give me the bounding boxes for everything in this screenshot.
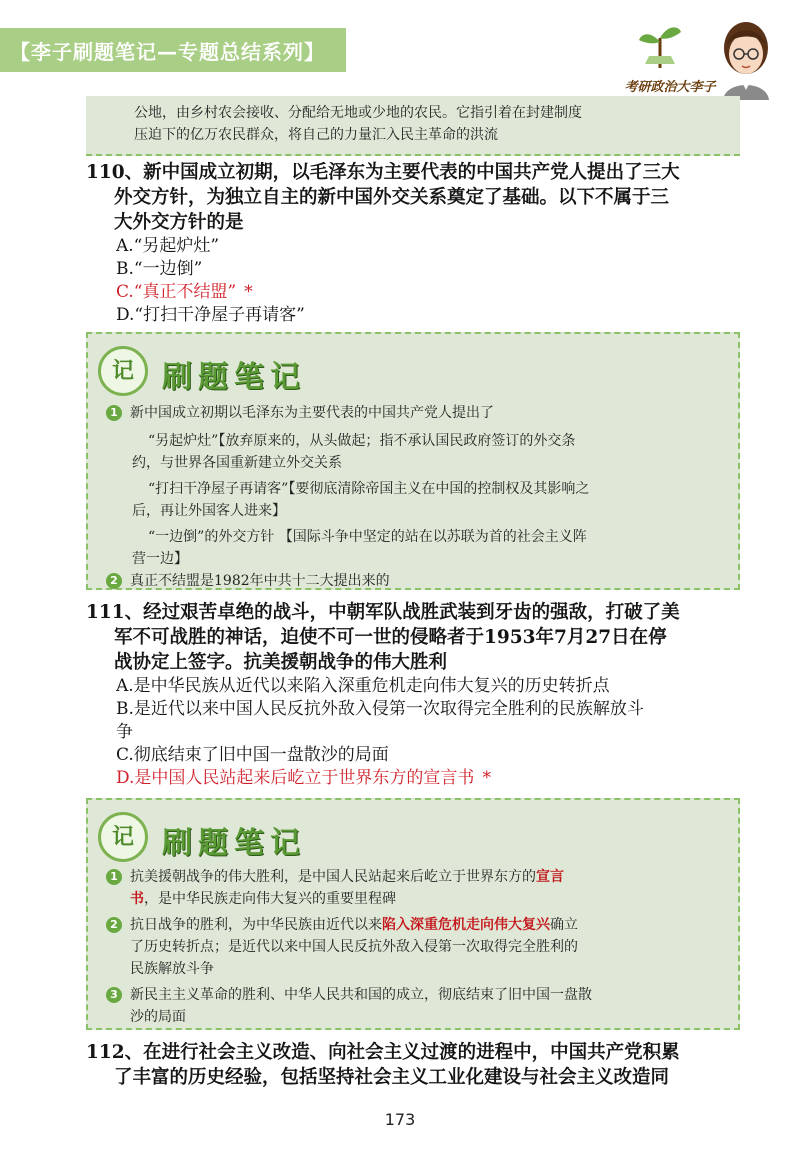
option-a: A.是中华民族从近代以来陷入深重危机走向伟大复兴的历史转折点 xyxy=(116,676,610,696)
option-b: B.“一边倒” xyxy=(116,259,203,279)
note-bullet-text: 新民主主义革命的胜利、中华人民共和国的成立，彻底结束了旧中国一盘散 xyxy=(130,987,592,1003)
highlight-text: 宣言 xyxy=(536,869,564,885)
continued-note-line2: 压迫下的亿万农民群众，将自己的力量汇入民主革命的洪流 xyxy=(134,127,498,143)
note-bullet-text: 真正不结盟是1982年中共十二大提出来的 xyxy=(130,573,390,589)
avatar-portrait xyxy=(717,18,775,100)
answer-star-mark: * xyxy=(482,768,491,788)
option-d-text: D.是中国人民站起来后屹立于世界东方的宣言书 xyxy=(116,768,475,788)
note-bullet-text: 抗日战争的胜利，为中华民族由近代以来 xyxy=(130,917,382,933)
page-number: 173 xyxy=(384,1110,416,1129)
note-bullet-text: 确立 xyxy=(550,917,578,933)
note-heading: 刷题笔记 xyxy=(162,826,306,861)
note-bullet-2 xyxy=(106,570,390,592)
note-line: 了历史转折点；是近代以来中国人民反抗外敌入侵第一次取得完全胜利的 xyxy=(130,939,578,955)
bullet-number: 2 xyxy=(106,917,122,933)
note-line: 民族解放斗争 xyxy=(130,961,214,977)
option-a: A.“另起炉灶” xyxy=(116,236,220,256)
question-112 xyxy=(86,1040,746,1090)
bullet-number: 1 xyxy=(106,405,122,421)
brand-logo xyxy=(615,14,775,100)
question-111 xyxy=(86,600,746,790)
note-sub-line: “一边倒”的外交方针 【国际斗争中坚定的站在以苏联为首的社会主义阵 xyxy=(148,529,587,545)
note-header xyxy=(98,812,398,872)
continued-note-line1: 公地，由乡村农会接收、分配给无地或少地的农民。它指引着在封建制度 xyxy=(134,105,582,121)
note-heading: 刷题笔记 xyxy=(162,360,306,395)
bullet-number: 2 xyxy=(106,573,122,589)
study-note-2 xyxy=(86,798,740,1030)
option-d: D.“打扫干净屋子再请客” xyxy=(116,305,305,325)
question-stem-line: 军不可战胜的神话，迫使不可一世的侵略者于1953年7月27日在停 xyxy=(114,627,667,648)
question-stem-line: 110、新中国成立初期，以毛泽东为主要代表的中国共产党人提出了三大 xyxy=(86,162,680,183)
note-sub-line: 后，再让外国客人进来】 xyxy=(132,503,286,519)
highlight-text: 书 xyxy=(130,891,144,907)
note-sub-line: 营一边】 xyxy=(132,551,188,567)
option-b: B.是近代以来中国人民反抗外敌入侵第一次取得完全胜利的民族解放斗 xyxy=(116,699,644,719)
note-badge-icon xyxy=(98,812,148,862)
note-bullet-1 xyxy=(106,402,494,424)
bullet-number: 3 xyxy=(106,987,122,1003)
bullet-number: 1 xyxy=(106,869,122,885)
note-sub-line: “另起炉灶”【放弃原来的，从头做起；指不承认国民政府签订的外交条 xyxy=(148,433,576,449)
answer-star-mark: * xyxy=(244,282,253,302)
note-sub-line: “打扫干净屋子再请客”【要彻底清除帝国主义在中国的控制权及其影响之 xyxy=(148,481,590,497)
study-note-1 xyxy=(86,332,740,590)
highlight-text: 陷入深重危机走向伟大复兴 xyxy=(382,917,550,933)
question-stem-line: 111、经过艰苦卓绝的战斗，中朝军队战胜武装到牙齿的强敌，打破了美 xyxy=(86,602,680,623)
question-stem-line: 了丰富的历史经验，包括坚持社会主义工业化建设与社会主义改造同 xyxy=(114,1067,670,1088)
note-bullet-text: 抗美援朝战争的伟大胜利，是中国人民站起来后屹立于世界东方的 xyxy=(130,869,536,885)
note-badge-char: 记 xyxy=(111,358,134,384)
note-bullet-1-cont xyxy=(130,888,396,910)
question-stem-line: 战协定上签字。抗美援朝战争的伟大胜利 xyxy=(114,652,448,673)
option-c-answer xyxy=(86,281,746,304)
option-d-answer xyxy=(86,767,746,790)
note-header xyxy=(98,346,398,406)
logo-text: 考研政治大李子 xyxy=(624,80,716,95)
note-sub-line: 约，与世界各国重新建立外交关系 xyxy=(132,455,342,471)
note-bullet-2 xyxy=(106,914,578,936)
option-b-continued: 争 xyxy=(116,722,133,742)
series-banner xyxy=(0,28,346,72)
note-bullet-text: 新中国成立初期以毛泽东为主要代表的中国共产党人提出了 xyxy=(130,405,494,421)
continued-note xyxy=(86,96,740,156)
option-c-text: C.“真正不结盟” xyxy=(116,282,237,302)
option-c: C.彻底结束了旧中国一盘散沙的局面 xyxy=(116,745,389,765)
note-badge-char: 记 xyxy=(111,824,134,850)
question-stem-line: 112、在进行社会主义改造、向社会主义过渡的进程中，中国共产党积累 xyxy=(86,1042,680,1063)
question-110 xyxy=(86,160,746,327)
note-bullet-1 xyxy=(106,866,564,888)
note-bullet-3 xyxy=(106,984,592,1006)
question-stem-line: 大外交方针的是 xyxy=(114,212,244,233)
note-bullet-text: ，是中华民族走向伟大复兴的重要里程碑 xyxy=(144,891,396,907)
question-stem-line: 外交方针，为独立自主的新中国外交关系奠定了基础。以下不属于三 xyxy=(114,187,670,208)
series-title: 【李子刷题笔记—专题总结系列】 xyxy=(10,40,325,64)
note-badge-icon xyxy=(98,346,148,396)
note-line: 沙的局面 xyxy=(130,1009,186,1025)
sprout-logo-icon xyxy=(635,20,685,70)
